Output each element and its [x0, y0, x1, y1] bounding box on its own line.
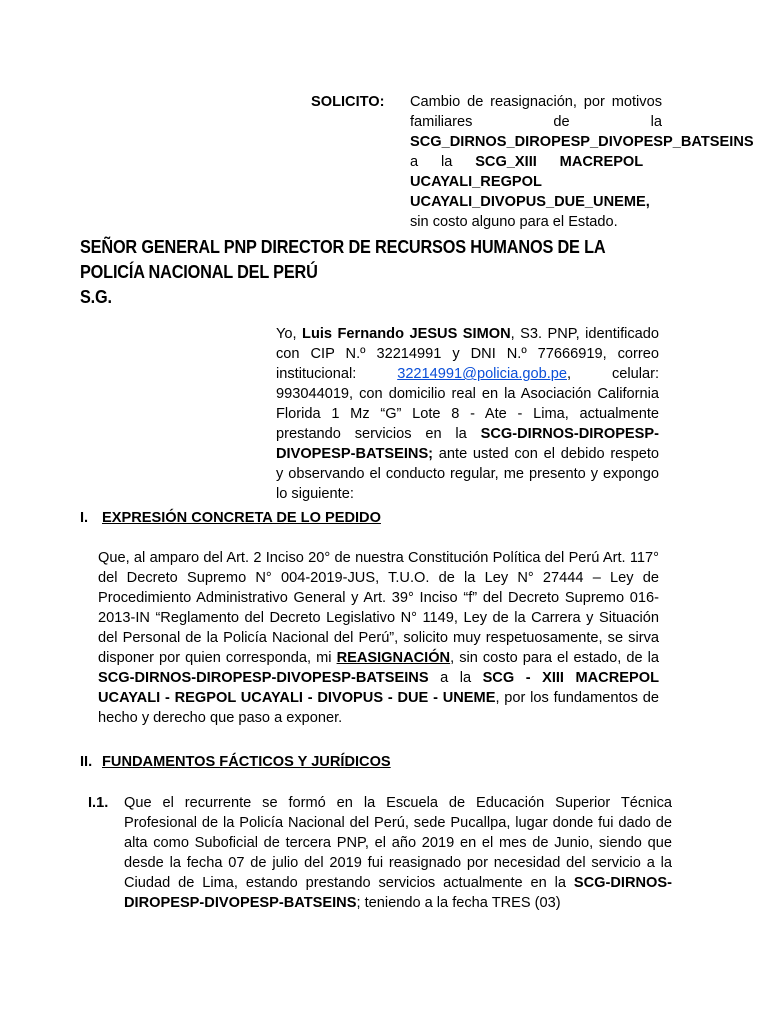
- fundamento-item: [88, 793, 672, 913]
- solicito-label: SOLICITO:: [311, 94, 385, 110]
- addressee-sg: S.G.: [80, 286, 112, 307]
- section-1-title: I. EXPRESIÓN CONCRETA DE LO PEDIDO: [80, 510, 381, 526]
- section-2-title: II. FUNDAMENTOS FÁCTICOS Y JURÍDICOS: [80, 754, 391, 770]
- applicant-name: Luis Fernando JESUS SIMON: [302, 326, 511, 342]
- section-1-paragraph: Que, al amparo del Art. 2 Inciso 20° de nuestra Constitución Política del Perú Art. 117° del Decreto Supremo N° 004-2019-JUS, T.U.O. de la Ley N° 27444 – Ley de Procedimiento Administrativo General y Art. 39° Inciso “f” del Decreto Supremo 016-2013-IN “Reglamento del Decreto Legislativo N° 1149, Ley de la Carrera y Situación del Personal de la Policía Nacional del Perú”, solicito muy respetuosamente, se sirva disponer por quien corresponda, mi REASIGNACIÓN, sin costo para el estado, de la SCG-DIRNOS-DIROPESP-DIVOPESP-BATSEINS a la SCG - XIII MACREPOL UCAYALI - REGPOL UCAYALI - DIVOPUS - DUE - UNEME, por los fundamentos de hecho y derecho que paso a exponer.: [98, 550, 659, 726]
- addressee-line: SEÑOR GENERAL PNP DIRECTOR DE RECURSOS HUMANOS DE LA POLICÍA NACIONAL DEL PERÚ: [80, 236, 605, 282]
- origin-unit: SCG_DIRNOS_DIROPESP_DIVOPESP_BATSEINS: [410, 134, 754, 150]
- item-text: Que el recurrente se formó en la Escuela de Educación Superior Técnica Profesional de la Policía Nacional del Perú, sede Pucallpa, lugar donde fui dado de alta como Suboficial de tercera PNP, el año 2019 en el mes de Junio, siendo que desde la fecha 07 de julio del 2019 fui reasignado por necesidad del servicio a la Ciudad de Lima, estando prestando servicios actualmente en la SCG-DIRNOS-DIROPESP-DIVOPESP-BATSEINS; teniendo a la fecha TRES (03): [124, 795, 672, 911]
- reasignacion-keyword: REASIGNACIÓN: [336, 650, 451, 666]
- addressee-heading: [80, 234, 643, 309]
- solicito-text: Cambio de reasignación, por motivos familiares de la SCG_DIRNOS_DIROPESP_DIVOPESP_BATSEINS a la SCG_XIII MACREPOL UCAYALI_REGPOL UCAYALI_DIVOPUS_DUE_UNEME, sin costo alguno para el Estado.: [410, 94, 754, 230]
- intro-paragraph: Yo, Luis Fernando JESUS SIMON, S3. PNP, identificado con CIP N.º 32214991 y DNI N.º 77666919, correo institucional: 32214991@policia.gob.pe, celular: 993044019, con domicilio real en la Asociación California Florida 1 Mz “G” Lote 8 - Ate - Lima, actualmente prestando servicios en la SCG-DIRNOS-DIROPESP-DIVOPESP-BATSEINS; ante usted con el debido respeto y observando el conducto regular, me presento y expongo lo siguiente:: [276, 326, 660, 502]
- email-link[interactable]: 32214991@policia.gob.pe: [397, 366, 568, 382]
- item-number: I.1.: [88, 795, 109, 811]
- current-unit: SCG-DIRNOS-DIROPESP-DIVOPESP-BATSEINS;: [276, 426, 659, 462]
- destination-unit: SCG_XIII MACREPOL UCAYALI_REGPOL UCAYALI_DIVOPUS_DUE_UNEME,: [410, 154, 650, 210]
